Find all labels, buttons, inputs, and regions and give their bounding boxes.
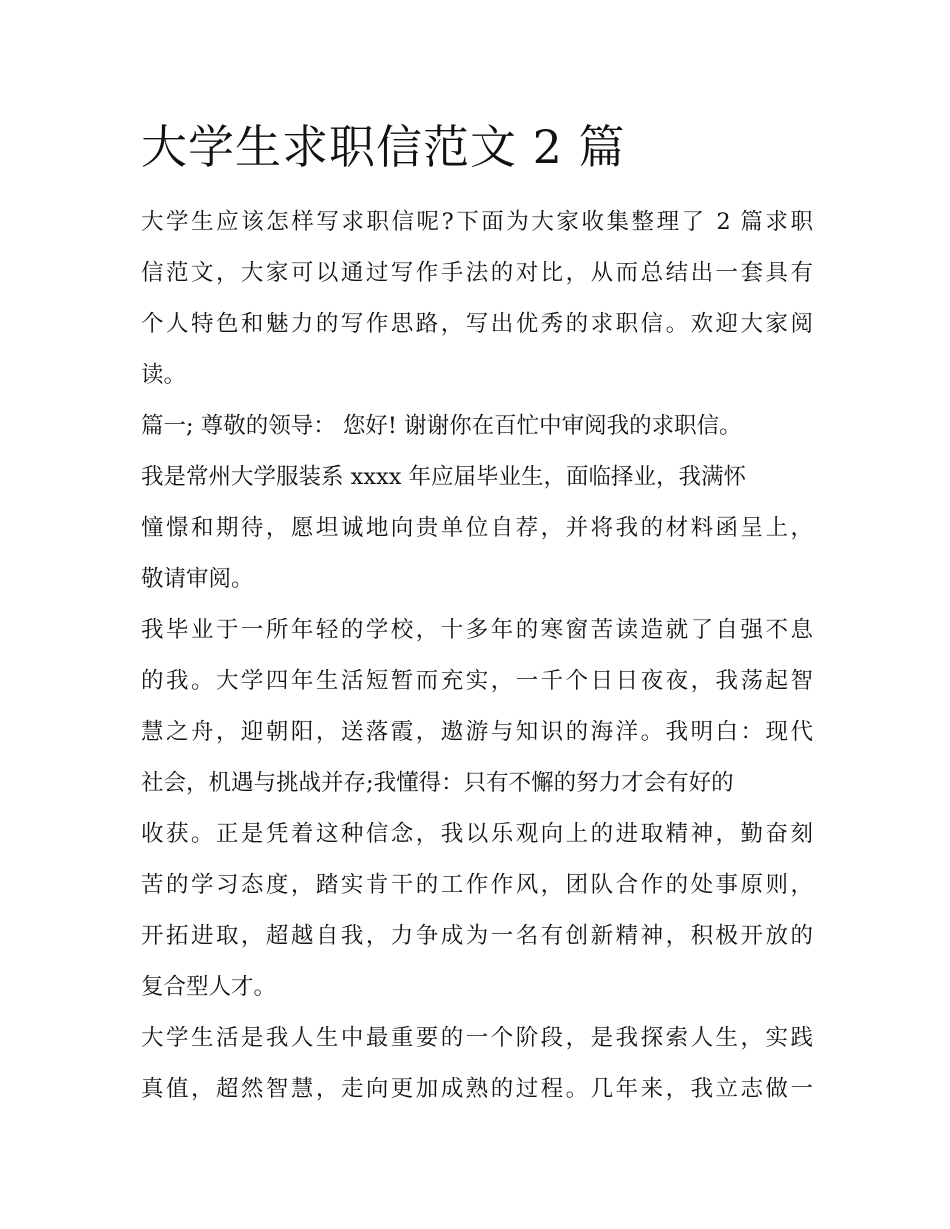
text-line: 的我。大学四年生活短暂而充实，一千个日日夜夜，我荡起智 xyxy=(141,668,813,694)
text-line: 我是常州大学服装系 xxxx 年应届毕业生，面临择业，我满怀 xyxy=(141,464,747,490)
text-line: 真值，超然智慧，走向更加成熟的过程。几年来，我立志做一 xyxy=(141,1076,813,1102)
text-line: 大学生应该怎样写求职信呢?下面为大家收集整理了 2 篇求职 xyxy=(141,209,813,235)
text-line: 大学生活是我人生中最重要的一个阶段，是我探索人生，实践 xyxy=(141,1025,813,1051)
text-line: 社会，机遇与挑战并存;我懂得：只有不懈的努力才会有好的 xyxy=(141,770,734,796)
text-line: 我毕业于一所年轻的学校，十多年的寒窗苦读造就了自强不息 xyxy=(141,617,813,643)
text-line: 敬请审阅。 xyxy=(141,566,254,592)
text-line: 篇一; 尊敬的领导： 您好! 谢谢你在百忙中审阅我的求职信。 xyxy=(141,413,742,439)
text-line: 开拓进取，超越自我，力争成为一名有创新精神，积极开放的 xyxy=(141,923,813,949)
document-body xyxy=(141,197,813,1115)
text-line: 憧憬和期待，愿坦诚地向贵单位自荐，并将我的材料函呈上， xyxy=(141,515,813,541)
text-line: 个人特色和魅力的写作思路，写出优秀的求职信。欢迎大家阅 xyxy=(141,311,813,337)
document-title: 大学生求职信范文 2 篇 xyxy=(141,120,626,174)
text-line: 慧之舟，迎朝阳，送落霞，遨游与知识的海洋。我明白：现代 xyxy=(141,719,813,745)
text-line: 信范文，大家可以通过写作手法的对比，从而总结出一套具有 xyxy=(141,260,813,286)
text-line: 复合型人才。 xyxy=(141,974,277,1000)
text-line: 读。 xyxy=(141,362,187,388)
text-line: 收获。正是凭着这种信念，我以乐观向上的进取精神，勤奋刻 xyxy=(141,821,813,847)
text-line: 苦的学习态度，踏实肯干的工作作风，团队合作的处事原则， xyxy=(141,872,813,898)
